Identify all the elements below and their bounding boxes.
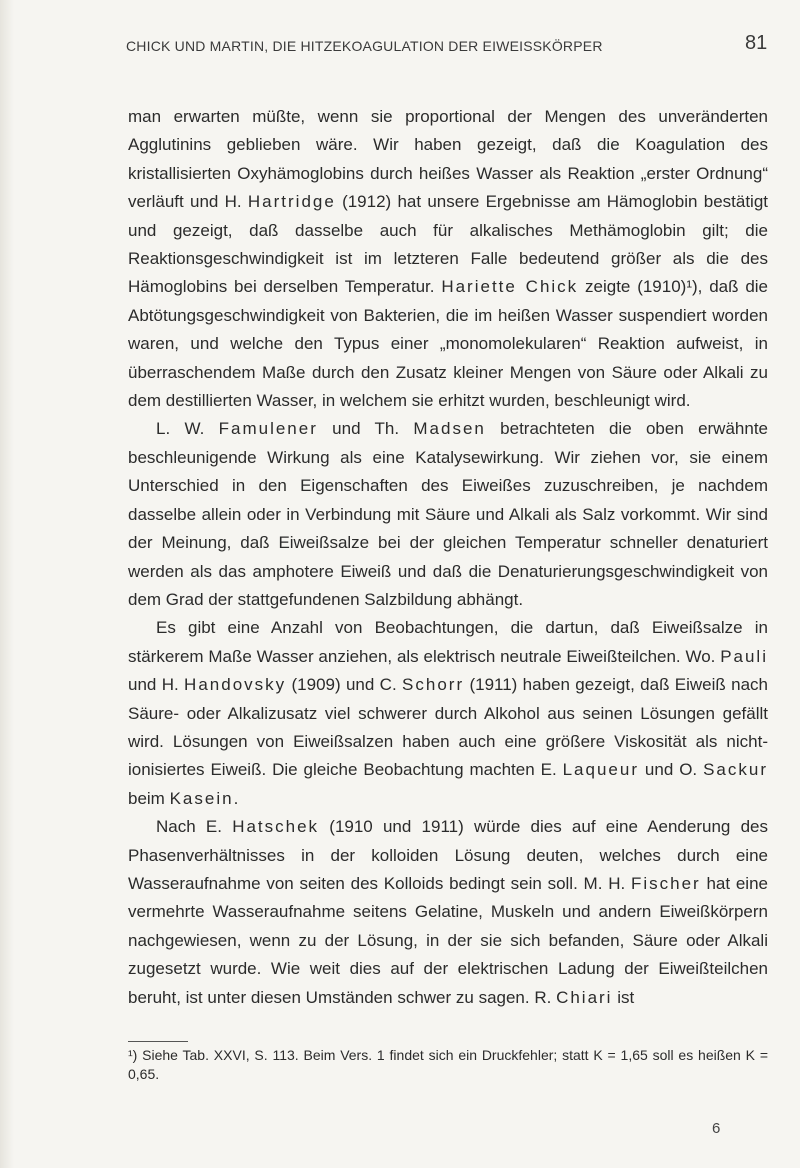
author-fischer: Fischer bbox=[630, 873, 701, 893]
term-kasein: Kasein bbox=[169, 788, 234, 808]
footnote-divider bbox=[128, 1041, 188, 1042]
paragraph-3 bbox=[128, 614, 768, 813]
paragraph-2 bbox=[128, 415, 768, 614]
paragraph-1-text-e: zeigte (1910)¹), daß die Abtötungsgeschwindigkeit von Bakterien, die im heißen Wasser suspendiert worden waren, und welche den Typus einer „monomolekularen“ Reaktion aufweist, in überraschendem Maße durch den Zusatz kleiner Mengen von Säure oder Alkali zu dem destillierten Wasser, in welchem sie erhitzt wurden, beschleunigt wird. bbox=[128, 277, 769, 411]
author-schorr: Schorr bbox=[402, 675, 465, 695]
author-laqueur: Laqueur bbox=[562, 760, 639, 780]
paragraph-3-text-a: Es gibt eine Anzahl von Beobachtungen, die dartun, daß Eiweißsalze in stärkerem Maße Wasser anziehen, als elektrisch neutrale Eiweißteilchen. Wo. bbox=[128, 618, 768, 666]
author-pauli: Pauli bbox=[720, 646, 768, 666]
paragraph-3-text-i: und O. bbox=[638, 760, 704, 780]
paragraph-3-text-e: (1909) und C. bbox=[286, 675, 403, 695]
paragraph-1 bbox=[128, 103, 768, 415]
author-madsen: Madsen bbox=[413, 419, 486, 439]
sheet-number: 6 bbox=[712, 1120, 721, 1137]
author-handovsky: Handovsky bbox=[184, 675, 287, 695]
paragraph-3-text-c: und H. bbox=[128, 675, 185, 695]
paragraph-3-text-g: (1911) haben gezeigt, daß Eiweiß nach Säure- oder Alkalizusatz viel schwerer durch Alkohol aus seinen Lösungen gefällt wird. Lösungen von Eiweißsalzen haben auch eine größere Viskosität als nicht-ionisiertes Eiweiß. Die gleiche Beobachtung machten E. bbox=[128, 675, 769, 780]
body-text bbox=[128, 103, 768, 1012]
author-hatschek: Hatschek bbox=[232, 817, 320, 837]
paragraph-3-text-m: . bbox=[233, 788, 239, 808]
paragraph-2-text-e: betrachteten die oben erwähnte beschleunigende Wirkung als eine Katalysewirkung. Wir ziehen vor, sie einem Unterschied in den Eigenschaften des Eiweißes zuzuschreiben, je nachdem dasselbe allein oder in Verbindung mit Säure und Alkali als Salz vorkommt. Wir sind der Meinung, daß Eiweißsalze bei der gleichen Temperatur schneller denaturiert werden als das amphotere Eiweiß und daß die Denaturierungsgeschwindigkeit von dem Grad der stattgefundenen Salzbildung abhängt. bbox=[128, 419, 769, 609]
paragraph-1-text-a: man erwarten müßte, wenn sie proportional der Mengen des unveränderten Agglutinins geblieben wäre. Wir haben gezeigt, daß die Koagulation des kristallisierten Oxyhämoglobins durch heißes Wasser als Reaktion „erster Ordnung“ verläuft und H. bbox=[128, 107, 768, 212]
author-hartridge: Hartridge bbox=[247, 192, 336, 212]
paragraph-2-text-a: L. W. bbox=[156, 419, 219, 439]
author-sackur: Sackur bbox=[703, 760, 768, 780]
paragraph-4-text-c: (1910 und 1911) würde dies auf eine Aenderung des Phasenverhältnisses in der kolloiden Lösung deuten, welches durch eine Wasseraufnahme von seiten des Kolloids bedingt sein soll. M. H. bbox=[128, 817, 768, 893]
paragraph-4-text-a: Nach E. bbox=[156, 817, 233, 837]
paragraph-4-text-e: hat eine vermehrte Wasseraufnahme seitens Gelatine, Muskeln und andern Eiweißkörpern nachgewiesen, wenn zu der Lösung, in der sie sich befanden, Säure oder Alkali zugesetzt wurde. Wie weit dies auf der elektrischen Ladung der Eiweißteilchen beruht, ist unter diesen Umständen schwer zu sagen. R. bbox=[128, 873, 768, 1007]
paragraph-4 bbox=[128, 813, 768, 1012]
author-hariette-chick: Hariette Chick bbox=[441, 277, 579, 297]
footnote: ¹) Siehe Tab. XXVI, S. 113. Beim Vers. 1 findet sich ein Druckfehler; statt K = 1,65 soll es heißen K = 0,65. bbox=[128, 1047, 768, 1082]
paragraph-2-text-c: und Th. bbox=[317, 419, 414, 439]
page-number: 81 bbox=[745, 32, 768, 54]
page-edge-shadow bbox=[0, 0, 14, 1168]
paragraph-3-text-k: beim bbox=[128, 788, 170, 808]
running-head: CHICK UND MARTIN, DIE HITZEKOAGULATION DER EIWEISSKÖRPER bbox=[126, 38, 603, 54]
paragraph-1-text-c: (1912) hat unsere Ergebnisse am Hämoglobin bestätigt und gezeigt, daß dasselbe auch für alkalisches Methämoglobin gilt; die Reaktionsgeschwindigkeit ist im letzteren Falle bedeutend größer als die des Hämoglobins bei derselben Temperatur. bbox=[128, 192, 769, 297]
paragraph-4-text-g: ist bbox=[612, 987, 635, 1007]
author-famulener: Famulener bbox=[218, 419, 318, 439]
author-chiari: Chiari bbox=[556, 987, 613, 1007]
